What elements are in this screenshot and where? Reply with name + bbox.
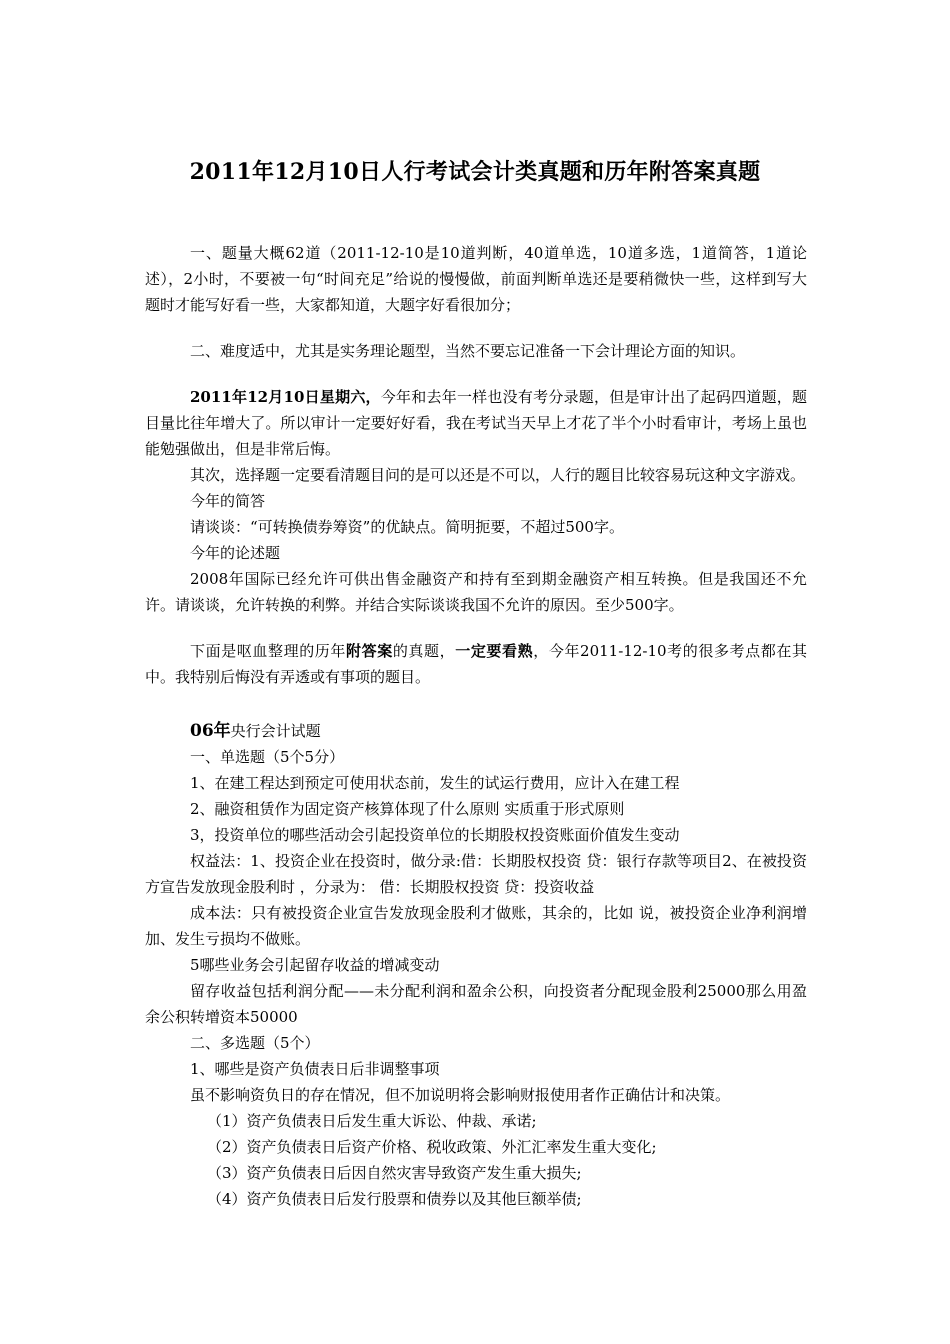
list-item: （1）资产负债表日后发生重大诉讼、仲裁、承诺;	[207, 1112, 537, 1130]
document-title: 2011年12月10日人行考试会计类真题和历年附答案真题	[189, 159, 761, 185]
question-1: 1、在建工程达到预定可使用状态前，发生的试运行费用，应计入在建工程	[190, 774, 680, 792]
intro-text-c: 的真题，	[392, 642, 456, 660]
intro-text-a: 下面是呕血整理的历年	[190, 642, 347, 660]
question-3-cost-method: 成本法：只有被投资企业宣告发放现金股利才做账，其余的，比如 说，被投资企业净利润增加、发生亏损均不做账。	[145, 904, 807, 948]
intro-text-e: ，今年2011-12-10考的很多考点都在其中。我特别后悔没有弄透或有事项的题目。	[145, 642, 807, 686]
exam-date-bold: 2011年12月10日星期六，	[190, 388, 381, 406]
paragraph-essay-question: 2008年国际已经允许可供出售金融资产和持有至到期金融资产相互转换。但是我国还不允许。请谈谈，允许转换的利弊。并结合实际谈谈我国不允许的原因。至少500字。	[145, 570, 807, 614]
section-heading-2006	[145, 718, 807, 744]
paragraph-choice-tip: 其次，选择题一定要看清题目问的是可以还是不可以，人行的题目比较容易玩这种文字游戏。	[190, 466, 806, 484]
paragraph-question-count: 一、题量大概62道（2011-12-10是10道判断，40道单选，10道多选，1道简答，1道论述），2小时，不要被一句“时间充足”给说的慢慢做，前面判断单选还是要稍微快一些，这样到写大题时才能写好看一些，大家都知道，大题字好看很加分；	[145, 244, 807, 314]
list-item: （2）资产负债表日后资产价格、税收政策、外汇汇率发生重大变化;	[207, 1138, 657, 1156]
question-3: 3，投资单位的哪些活动会引起投资单位的长期股权投资账面价值发生变动	[190, 826, 680, 844]
intro-bold-answers: 附答案	[346, 642, 393, 660]
paragraph-essay-heading: 今年的论述题	[190, 544, 281, 562]
list-item: （4）资产负债表日后发行股票和债券以及其他巨额举债;	[207, 1190, 582, 1208]
question-5: 5哪些业务会引起留存收益的增减变动	[190, 956, 440, 974]
paragraph-short-answer-question: 请谈谈：“可转换债券筹资”的优缺点。简明扼要，不超过500字。	[190, 518, 624, 536]
question-3-equity-method: 权益法：1、投资企业在投资时，做分录:借：长期股权投资 贷：银行存款等项目2、在被投资方宣告发放现金股利时 ，分录为： 借：长期股权投资 贷：投资收益	[145, 852, 807, 896]
paragraph-difficulty: 二、难度适中，尤其是实务理论题型，当然不要忘记准备一下会计理论方面的知识。	[190, 342, 746, 360]
heading-year-text: 央行会计试题	[230, 722, 321, 740]
document-body	[145, 240, 807, 1212]
section-single-choice: 一、单选题（5个5分）	[190, 748, 345, 766]
paragraph-short-answer-heading: 今年的简答	[190, 492, 266, 510]
list-item: （3）资产负债表日后因自然灾害导致资产发生重大损失;	[207, 1164, 582, 1182]
section-multiple-choice: 二、多选题（5个）	[190, 1034, 320, 1052]
question-2: 2、融资租赁作为固定资产核算体现了什么原则 实质重于形式原则	[190, 800, 625, 818]
paragraph-past-papers-intro	[145, 638, 807, 690]
multi-question-1-answer: 虽不影响资负日的存在情况，但不加说明将会影响财报使用者作正确估计和决策。	[190, 1086, 731, 1104]
paragraph-exam-date	[145, 384, 807, 462]
intro-bold-must-read: 一定要看熟	[455, 642, 534, 660]
heading-year-bold: 06年	[190, 721, 231, 741]
question-5-answer: 留存收益包括利润分配——未分配利润和盈余公积，向投资者分配现金股利25000那么用盈余公积转增资本50000	[145, 982, 807, 1026]
multi-question-1: 1、哪些是资产负债表日后非调整事项	[190, 1060, 440, 1078]
exam-date-text: 今年和去年一样也没有考分录题，但是审计出了起码四道题，题目量比往年增大了。所以审计一定要好好看，我在考试当天早上才花了半个小时看审计，考场上虽也能勉强做出，但是非常后悔。	[145, 388, 807, 458]
